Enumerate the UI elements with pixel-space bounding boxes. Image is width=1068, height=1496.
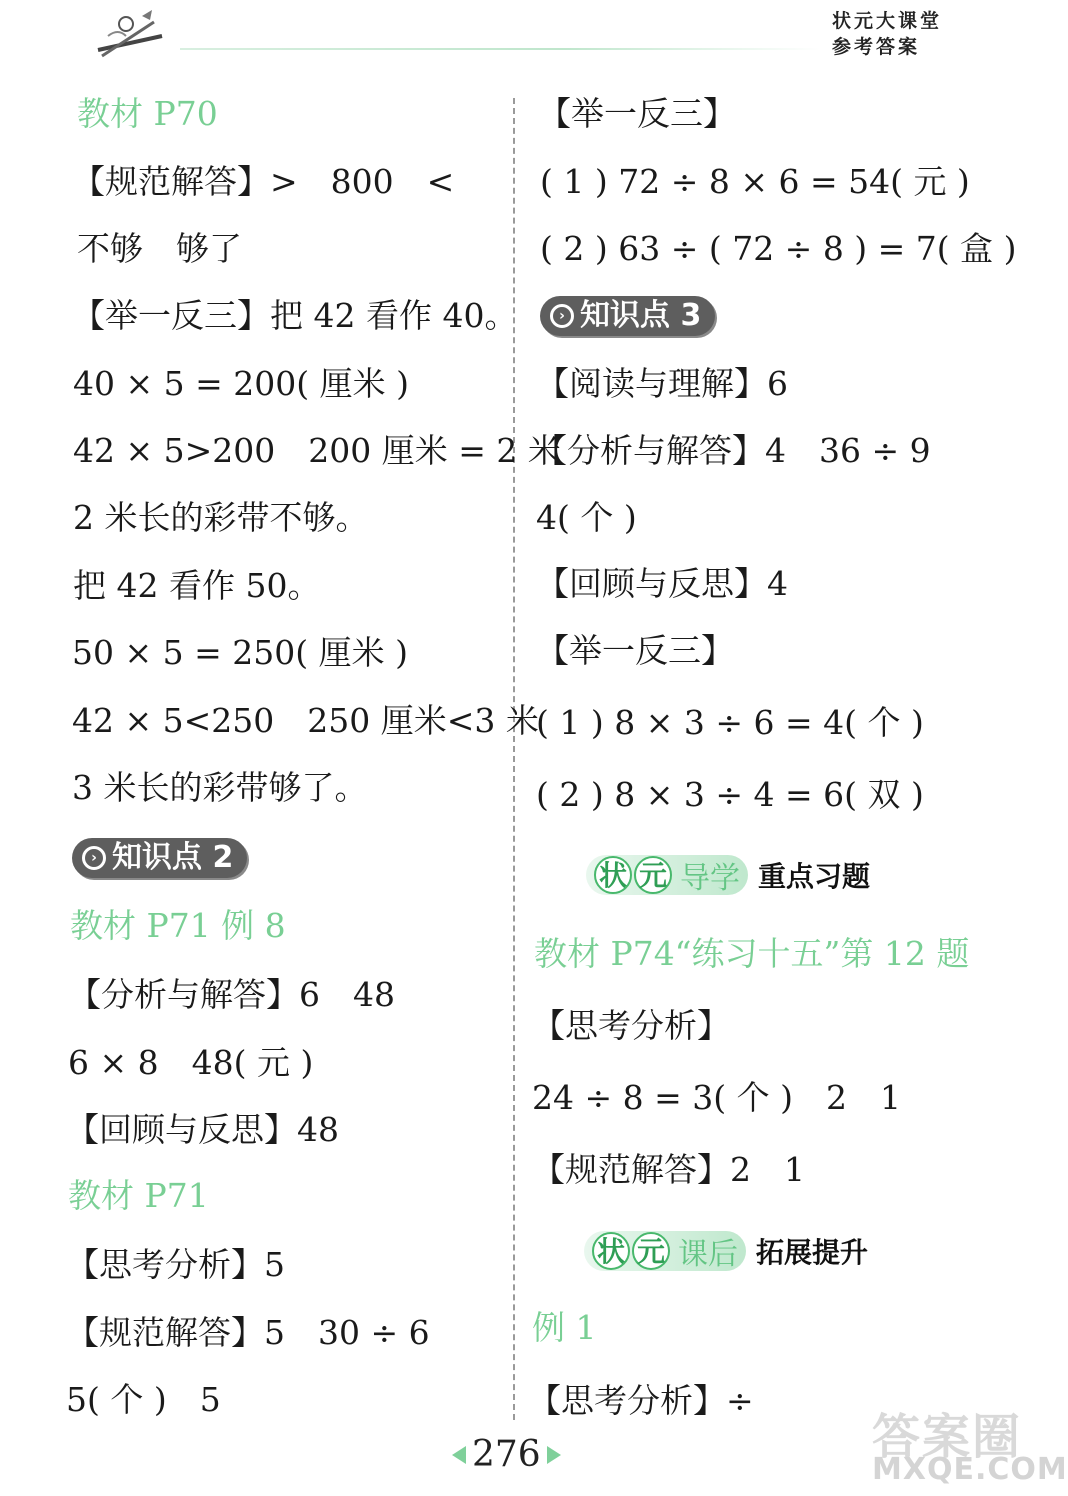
- watermark-logo-text: 答案圈: [872, 1409, 1023, 1465]
- answer-line: 【思考分析】: [532, 1006, 730, 1045]
- answer-line: 【规范解答】2 1: [532, 1150, 805, 1189]
- answer-line: 2 米长的彩带不够。: [73, 498, 369, 537]
- banner-char: 状: [592, 1232, 630, 1270]
- answer-line: ( 2 ) 63 ÷ ( 72 ÷ 8 ) = 7( 盒 ): [540, 229, 1017, 268]
- answer-line: 【回顾与反思】48: [66, 1110, 339, 1149]
- answer-line: 【阅读与理解】6: [536, 364, 788, 403]
- badge-label: 知识点 2: [112, 840, 234, 875]
- banner-char: 元: [632, 1232, 670, 1270]
- page-number-text: 276: [472, 1434, 541, 1475]
- answer-line: 50 × 5 = 250( 厘米 ): [72, 633, 408, 672]
- textbook-ref-p74: 教材 P74“练习十五”第 12 题: [534, 934, 970, 973]
- answer-line: 24 ÷ 8 = 3( 个 ) 2 1: [532, 1078, 901, 1117]
- header-title-line1: 状元大课堂: [832, 10, 943, 32]
- answer-line: 不够 够了: [77, 229, 242, 268]
- section-banner-extension: [584, 1228, 868, 1274]
- answer-line: 40 × 5 = 200( 厘米 ): [73, 364, 409, 403]
- answer-line: 【思考分析】÷: [528, 1381, 754, 1420]
- answer-line: 把 42 看作 50。: [73, 566, 321, 605]
- answer-line: 【思考分析】5: [66, 1245, 285, 1284]
- banner-sub: 导学: [680, 861, 740, 896]
- textbook-ref-p71-ex8: 教材 P71 例 8: [70, 906, 286, 945]
- answer-line: 42 × 5>200 200 厘米 = 2 米: [73, 431, 561, 470]
- banner-title: 拓展提升: [756, 1236, 869, 1269]
- answer-line: 【回顾与反思】4: [536, 564, 788, 603]
- example-label: 例 1: [532, 1308, 597, 1347]
- answer-line: ( 2 ) 8 × 3 ÷ 4 = 6( 双 ): [536, 775, 924, 814]
- answer-line: 【举一反三】: [536, 631, 734, 670]
- badge-label: 知识点 3: [580, 298, 702, 333]
- banner-sub: 课后: [678, 1237, 738, 1272]
- banner-char: 状: [594, 856, 632, 894]
- arrow-circle-icon: ›: [82, 846, 106, 870]
- header-title: [832, 8, 942, 60]
- answer-line: 5( 个 ) 5: [66, 1380, 221, 1419]
- answer-line: ( 1 ) 8 × 3 ÷ 6 = 4( 个 ): [536, 703, 924, 742]
- knowledge-point-badge: [540, 296, 715, 336]
- header-title-line2: 参考答案: [832, 36, 921, 58]
- textbook-ref-p71: 教材 P71: [68, 1176, 209, 1215]
- answer-line: 42 × 5<250 250 厘米<3 米: [72, 701, 539, 740]
- banner-pill: [584, 1231, 746, 1271]
- pencil-ruler-logo-icon: [92, 6, 172, 64]
- header-rule: [180, 48, 820, 50]
- banner-title: 重点习题: [758, 860, 871, 893]
- answer-line: 6 × 8 48( 元 ): [68, 1043, 314, 1082]
- watermark: [866, 1398, 1068, 1494]
- answer-line: 3 米长的彩带够了。: [72, 768, 368, 807]
- section-banner-key-exercises: [586, 852, 870, 898]
- answer-line: 4( 个 ): [536, 498, 637, 537]
- triangle-left-icon: [452, 1446, 466, 1464]
- knowledge-point-badge: [72, 838, 247, 878]
- answer-line: 【规范解答】5 30 ÷ 6: [66, 1313, 430, 1352]
- banner-pill: [586, 855, 748, 895]
- textbook-ref-p70: 教材 P70: [77, 94, 218, 133]
- answer-line: 【规范解答】> 800 <: [72, 162, 455, 201]
- page-number: [452, 1432, 561, 1478]
- answer-line: ( 1 ) 72 ÷ 8 × 6 = 54( 元 ): [540, 162, 970, 201]
- answer-line: 【分析与解答】4 36 ÷ 9: [534, 431, 931, 470]
- watermark-url: MXQE.COM: [872, 1452, 1068, 1487]
- answer-line: 【举一反三】把 42 看作 40。: [72, 296, 518, 335]
- banner-char: 元: [634, 856, 672, 894]
- arrow-circle-icon: ›: [550, 304, 574, 328]
- triangle-right-icon: [547, 1446, 561, 1464]
- answer-line: 【举一反三】: [538, 94, 736, 133]
- answer-line: 【分析与解答】6 48: [68, 975, 395, 1014]
